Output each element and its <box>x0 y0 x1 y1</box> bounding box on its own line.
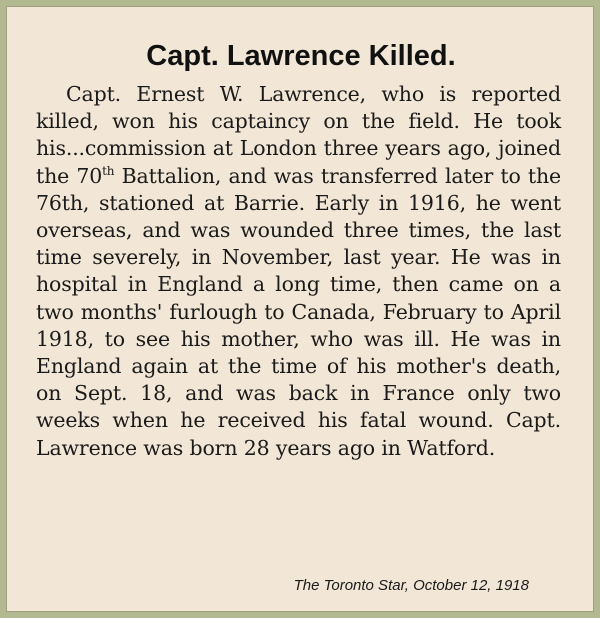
article-body <box>36 81 561 462</box>
article-body-part-1: Capt. Ernest W. Lawrence, who is reported killed, won his captaincy on the field. He took his...commission at London three years ago, joined the 70 <box>36 82 561 188</box>
article-body-part-2: Battalion, and was transferred later to the 76th, stationed at Barrie. Early in 1916, he went overseas, and was wounded three times, the last time severely, in November, last year. He was in hospital in England a long time, then came on a two months' furlough to Canada, February to April 1918, to see his mother, who was ill. He was in England again at the time of his mother's death, on Sept. 18, and was back in France only two weeks when he received his fatal wound. Capt. Lawrence was born 28 years ago in Watford. <box>36 163 561 460</box>
headline: Capt. Lawrence Killed. <box>146 40 456 72</box>
source-citation: The Toronto Star, October 12, 1918 <box>293 577 529 594</box>
ordinal-superscript: th <box>102 163 115 178</box>
newspaper-clipping <box>6 6 594 612</box>
